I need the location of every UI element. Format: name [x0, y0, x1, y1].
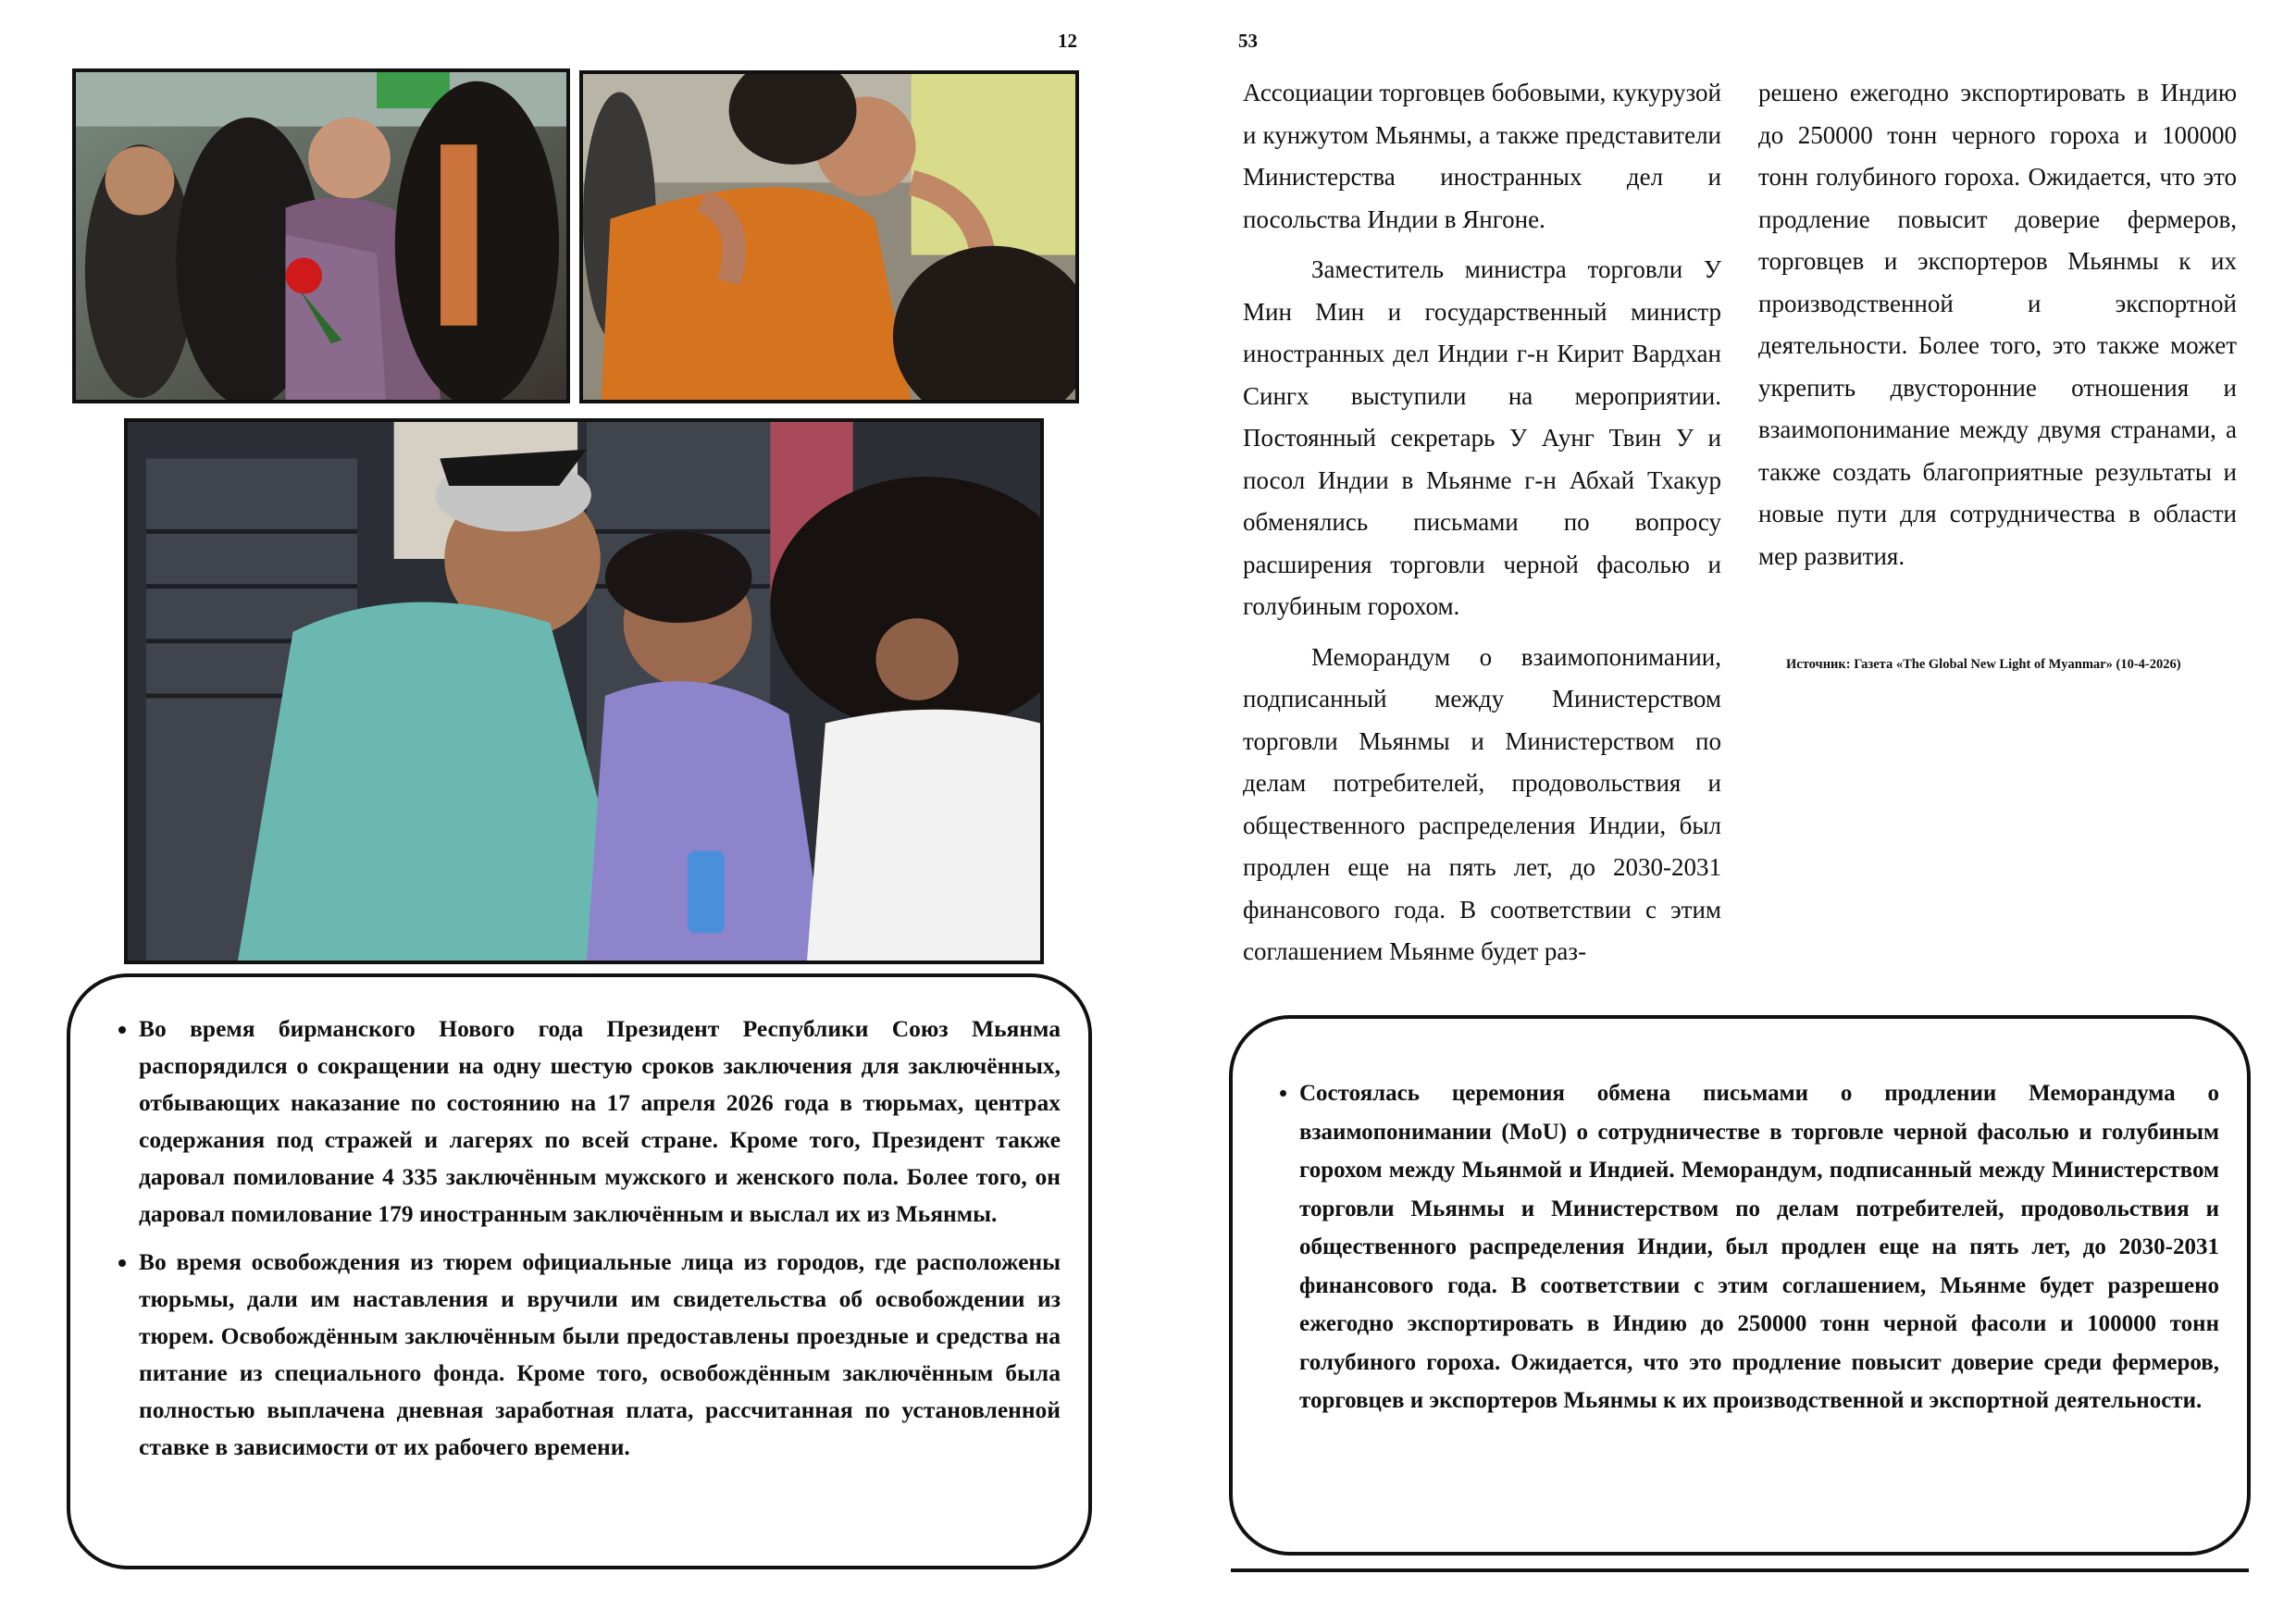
photo-family-reunion	[124, 418, 1044, 964]
right-bullet: • Состоялась церемония обмена письмами о продлении Меморандума о взаимопонимании (MoU) о сотрудничестве в торговле черной фасолью и голубиным горохом между Мьянмой и Индией. Меморандум, подписанный между Министерством торговли Мьянмы и Министерством по делам потребителей, продовольствия и общественного распределения Индии, был продлен еще на пять лет, до 2030-2031 финансового года. В соответствии с этим соглашением, Мьянме будет разрешено ежегодно экспортировать в Индию до 250000 тонн черной фасоли и 100000 тонн голубиного гороха. Ожидается, что это продление повысит доверие среди фермеров, торговцев и экспортеров Мьянмы к их производственной и экспортной деятельности.	[1299, 1074, 2219, 1420]
left-bullet: • Во время освобождения из тюрем официальные лица из городов, где расположены тюрьмы, дали им наставления и вручили им свидетельства об освобождении из тюрем. Освобождённым заключённым были предоставлены проездные и средства на питание из специального фонда. Кроме того, освобождённым заключённым была полностью выплачена дневная заработная плата, рассчитанная по установленной ставке в зависимости от их рабочего времени.	[139, 1244, 1061, 1466]
right-page-number: 53	[1238, 30, 1258, 52]
article-paragraph: Заместитель министра торговли У Мин Мин и государственный министр иностранных дел Индии г-н Кирит Вардхан Сингх выступили на мероприятии. Постоянный секретарь У Аунг Твин У и посол Индии в Мьянме г-н Абхай Тхакур обменялись письмами по вопросу расширения торговли черной фасолью и голубиным горохом.	[1243, 255, 1721, 620]
article-paragraph: Меморандум о взаимопонимании, подписанный между Министерством торговли Мьянмы и Министерством по делам потребителей, продовольствия и общественного распределения Индии, был продлен еще на пять лет, до 2030-2031 финансового года. В соответствии с этим соглашением Мьянме будет раз-	[1243, 642, 1721, 965]
article-paragraph: Ассоциации торговцев бобовыми, кукурузой и кунжутом Мьянмы, а также представители Министерства иностранных дел и посольства Индии в Янгоне.	[1243, 79, 1721, 233]
article-column-2	[1758, 72, 2237, 586]
photo-embrace-orange	[579, 70, 1079, 403]
right-summary-box	[1229, 1015, 2251, 1556]
article-paragraph: решено ежегодно экспортировать в Индию до 250000 тонн черного гороха и 100000 тонн голубиного гороха. Ожидается, что это продление повысит доверие фермеров, торговцев и экспортеров Мьянмы к их производственной и экспортной деятельности. Более того, это также может укрепить двусторонние отношения и взаимопонимание между двумя странами, а также создать благоприятные результаты и новые пути для сотрудничества в области мер развития.	[1758, 79, 2237, 570]
left-summary-box	[67, 973, 1092, 1569]
left-page-number: 12	[1058, 30, 1077, 52]
photo-embrace-crowd	[72, 68, 570, 403]
left-bullet: • Во время бирманского Нового года Президент Республики Союз Мьянма распорядился о сокращении на одну шестую сроков заключения для заключённых, отбывающих наказание по состоянию на 17 апреля 2026 года в тюрьмах, центрах содержания под стражей и лагерях по всей стране. Кроме того, Президент также даровал помилование 4 335 заключённым мужского и женского пола. Более того, он даровал помилование 179 иностранным заключённым и выслал их из Мьянмы.	[139, 1010, 1061, 1233]
bottom-rule	[1231, 1568, 2249, 1572]
article-column-1	[1243, 72, 1721, 982]
source-citation: Источник: Газета «The Global New Light of Myanmar» (10-4-2026)	[1786, 657, 2181, 672]
